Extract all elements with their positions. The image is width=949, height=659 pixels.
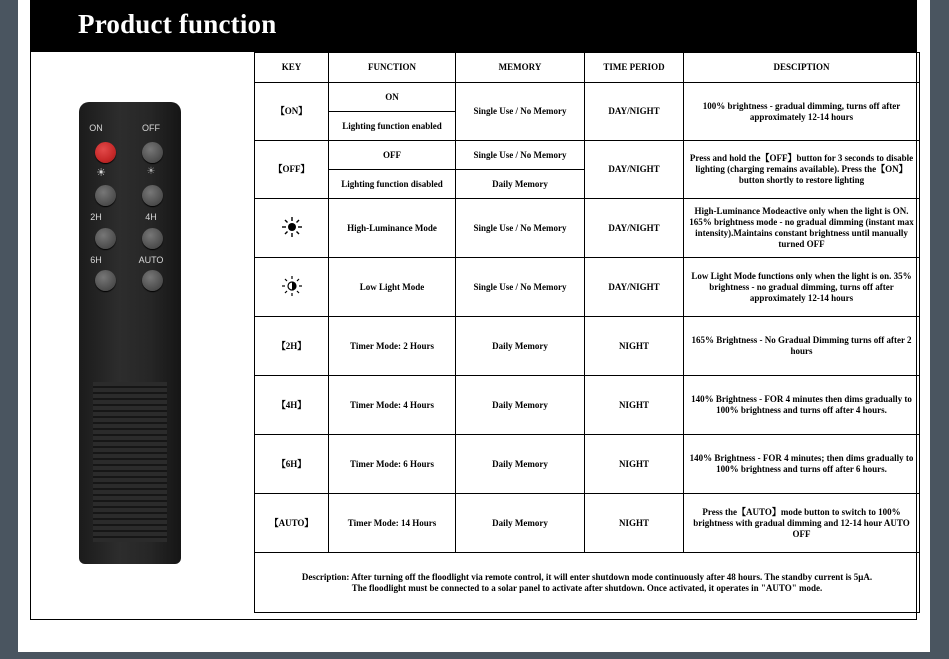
sun-bright-icon-svg [281, 216, 303, 238]
function-cell: Lighting function disabled [329, 170, 456, 199]
footer-line-1: Description: After turning off the floodlight via remote control, it will enter shutdown mode continuously after 48 hours. The standby current is 5μA. [301, 571, 873, 582]
remote-on-button [95, 142, 116, 163]
function-cell: ON [329, 83, 456, 112]
sun-dim-icon [255, 258, 329, 317]
time-cell: DAY/NIGHT [585, 258, 684, 317]
description-cell: 140% Brightness - FOR 4 minutes then dims gradually to 100% brightness and turns off after 4 hours. [684, 376, 920, 435]
key-cell: 【2H】 [255, 317, 329, 376]
header-description: DESCIPTION [684, 53, 920, 83]
time-cell: NIGHT [585, 317, 684, 376]
function-table [254, 52, 920, 613]
remote-label-off: OFF [142, 123, 160, 133]
document-page [18, 0, 930, 652]
description-cell: Low Light Mode functions only when the light is on. 35% brightness - no gradual dimming, turns off after approximately 12-14 hours [684, 258, 920, 317]
page-title: Product function [78, 9, 277, 39]
function-cell: Timer Mode: 6 Hours [329, 435, 456, 494]
remote-2h-button [95, 228, 116, 249]
function-cell: Timer Mode: 4 Hours [329, 376, 456, 435]
table-row [255, 317, 920, 376]
table-footer-row [255, 553, 920, 613]
table-row [255, 199, 920, 258]
time-cell: DAY/NIGHT [585, 199, 684, 258]
function-cell: Timer Mode: 2 Hours [329, 317, 456, 376]
function-cell: OFF [329, 141, 456, 170]
table-header-row [255, 53, 920, 83]
memory-cell: Daily Memory [456, 494, 585, 553]
key-cell: 【6H】 [255, 435, 329, 494]
footer-description [255, 553, 920, 613]
key-cell: 【ON】 [255, 83, 329, 141]
remote-grip [93, 382, 167, 542]
memory-cell: Single Use / No Memory [456, 141, 585, 170]
remote-control-image [79, 102, 181, 564]
sun-dim-icon-svg [281, 275, 303, 297]
time-cell: NIGHT [585, 435, 684, 494]
memory-cell: Daily Memory [456, 435, 585, 494]
table-row-on [255, 83, 920, 112]
memory-cell: Daily Memory [456, 317, 585, 376]
memory-cell: Single Use / No Memory [456, 199, 585, 258]
sun-dim-icon: ☀ [146, 166, 156, 177]
table-row [255, 258, 920, 317]
function-cell: Timer Mode: 14 Hours [329, 494, 456, 553]
function-cell: Lighting function enabled [329, 112, 456, 141]
header-time-period: TIME PERIOD [585, 53, 684, 83]
remote-6h-button [95, 270, 116, 291]
remote-high-button [95, 185, 116, 206]
description-cell: High-Luminance Modeactive only when the light is ON. 165% brightness mode - no gradual dimming (instant max intensity).Maintains constant brightness until manually turned OFF [684, 199, 920, 258]
remote-label-on: ON [89, 123, 103, 133]
table-row [255, 435, 920, 494]
description-cell: 140% Brightness - FOR 4 minutes; then dims gradually to 100% brightness and turns off after 6 hours. [684, 435, 920, 494]
time-cell: NIGHT [585, 376, 684, 435]
remote-label-2h: 2H [90, 212, 102, 222]
table-row [255, 376, 920, 435]
remote-label-6h: 6H [90, 255, 102, 265]
sun-bright-icon: ☀ [96, 167, 106, 179]
time-cell: NIGHT [585, 494, 684, 553]
key-cell: 【OFF】 [255, 141, 329, 199]
key-cell: 【4H】 [255, 376, 329, 435]
header-memory: MEMORY [456, 53, 585, 83]
key-cell: 【AUTO】 [255, 494, 329, 553]
description-cell: 100% brightness - gradual dimming, turns off after approximately 12-14 hours [684, 83, 920, 141]
footer-line-2: The floodlight must be connected to a solar panel to activate after shutdown. Once activated, it operates in "AUTO" mode. [351, 582, 823, 593]
time-cell: DAY/NIGHT [585, 141, 684, 199]
function-cell: Low Light Mode [329, 258, 456, 317]
remote-off-button [142, 142, 163, 163]
description-cell: 165% Brightness - No Gradual Dimming turns off after 2 hours [684, 317, 920, 376]
memory-cell: Single Use / No Memory [456, 258, 585, 317]
remote-auto-button [142, 270, 163, 291]
sun-bright-icon [255, 199, 329, 258]
table-row-off [255, 141, 920, 170]
description-cell: Press the【AUTO】mode button to switch to 100% brightness with gradual dimming and 12-14 hour AUTO OFF [684, 494, 920, 553]
header-key: KEY [255, 53, 329, 83]
remote-low-button [142, 185, 163, 206]
memory-cell: Daily Memory [456, 376, 585, 435]
header-function: FUNCTION [329, 53, 456, 83]
remote-label-4h: 4H [145, 212, 157, 222]
time-cell: DAY/NIGHT [585, 83, 684, 141]
description-cell: Press and hold the【OFF】button for 3 seconds to disable lighting (charging remains available). Press the【ON】button shortly to restore lighting [684, 141, 920, 199]
table-row [255, 494, 920, 553]
function-cell: High-Luminance Mode [329, 199, 456, 258]
memory-cell: Daily Memory [456, 170, 585, 199]
title-bar [30, 0, 917, 52]
remote-label-auto: AUTO [138, 255, 164, 265]
remote-4h-button [142, 228, 163, 249]
memory-cell: Single Use / No Memory [456, 83, 585, 141]
